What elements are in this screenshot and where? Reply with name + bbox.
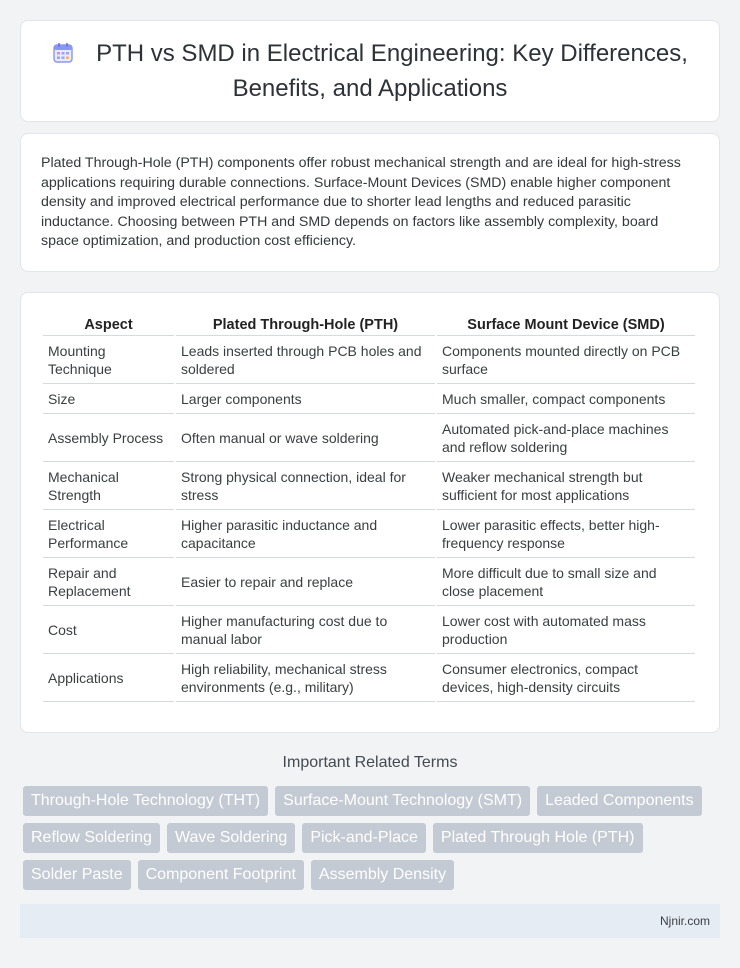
table-cell-pth: Often manual or wave soldering	[176, 414, 435, 462]
related-term-tag[interactable]: Assembly Density	[311, 860, 454, 890]
column-header-aspect: Aspect	[43, 313, 174, 336]
table-cell-pth: Higher manufacturing cost due to manual labor	[176, 606, 435, 654]
comparison-table	[41, 313, 697, 702]
table-cell-pth: Leads inserted through PCB holes and soldered	[176, 336, 435, 384]
table-cell-smd: Lower parasitic effects, better high-frequency response	[437, 510, 695, 558]
table-row	[43, 606, 695, 654]
table-cell-aspect: Assembly Process	[43, 414, 174, 462]
table-cell-aspect: Cost	[43, 606, 174, 654]
table-cell-aspect: Electrical Performance	[43, 510, 174, 558]
related-term-tag[interactable]: Pick-and-Place	[302, 823, 426, 853]
footer	[20, 904, 720, 938]
table-row	[43, 336, 695, 384]
table-cell-smd: Weaker mechanical strength but sufficient for most applications	[437, 462, 695, 510]
column-header-smd: Surface Mount Device (SMD)	[437, 313, 695, 336]
table-cell-aspect: Applications	[43, 654, 174, 702]
related-term-tag[interactable]: Reflow Soldering	[23, 823, 160, 853]
table-cell-pth: Larger components	[176, 384, 435, 414]
footer-site-link[interactable]: Njnir.com	[659, 914, 710, 928]
table-cell-smd: Lower cost with automated mass production	[437, 606, 695, 654]
related-term-tag[interactable]: Solder Paste	[23, 860, 131, 890]
table-cell-pth: Higher parasitic inductance and capacitance	[176, 510, 435, 558]
table-cell-aspect: Mounting Technique	[43, 336, 174, 384]
table-cell-smd: Much smaller, compact components	[437, 384, 695, 414]
table-cell-smd: Components mounted directly on PCB surface	[437, 336, 695, 384]
table-cell-pth: Easier to repair and replace	[176, 558, 435, 606]
calendar-icon	[52, 41, 74, 73]
table-row	[43, 558, 695, 606]
page-title	[21, 38, 719, 105]
related-term-tag[interactable]: Through-Hole Technology (THT)	[23, 786, 268, 816]
table-cell-aspect: Mechanical Strength	[43, 462, 174, 510]
intro-paragraph: Plated Through-Hole (PTH) components offer robust mechanical strength and are ideal for high-stress applications requiring durable connections. Surface-Mount Devices (SMD) enable higher component density and improved electrical performance due to shorter lead lengths and reduced parasitic inductance. Choosing between PTH and SMD depends on factors like assembly complexity, board space optimization, and production cost efficiency.	[41, 155, 681, 249]
intro-card	[20, 133, 720, 272]
related-term-tag[interactable]: Leaded Components	[537, 786, 702, 816]
table-row	[43, 414, 695, 462]
related-term-tag[interactable]: Wave Soldering	[167, 823, 295, 853]
header-card	[20, 20, 720, 122]
table-cell-pth: Strong physical connection, ideal for stress	[176, 462, 435, 510]
table-row	[43, 510, 695, 558]
related-term-tag[interactable]: Component Footprint	[138, 860, 304, 890]
table-row	[43, 384, 695, 414]
table-row	[43, 654, 695, 702]
related-terms-title: Important Related Terms	[282, 754, 458, 771]
related-term-tag[interactable]: Plated Through Hole (PTH)	[433, 823, 643, 853]
table-cell-aspect: Repair and Replacement	[43, 558, 174, 606]
table-header-row	[43, 313, 695, 336]
comparison-table-card	[20, 292, 720, 733]
table-cell-smd: More difficult due to small size and close placement	[437, 558, 695, 606]
column-header-pth: Plated Through-Hole (PTH)	[176, 313, 435, 336]
table-row	[43, 462, 695, 510]
table-cell-pth: High reliability, mechanical stress environments (e.g., military)	[176, 654, 435, 702]
table-cell-smd: Consumer electronics, compact devices, high-density circuits	[437, 654, 695, 702]
page-title-text: PTH vs SMD in Electrical Engineering: Key Differences, Benefits, and Applications	[96, 39, 688, 102]
related-terms-list	[23, 786, 723, 890]
table-cell-smd: Automated pick-and-place machines and reflow soldering	[437, 414, 695, 462]
table-cell-aspect: Size	[43, 384, 174, 414]
related-term-tag[interactable]: Surface-Mount Technology (SMT)	[275, 786, 530, 816]
